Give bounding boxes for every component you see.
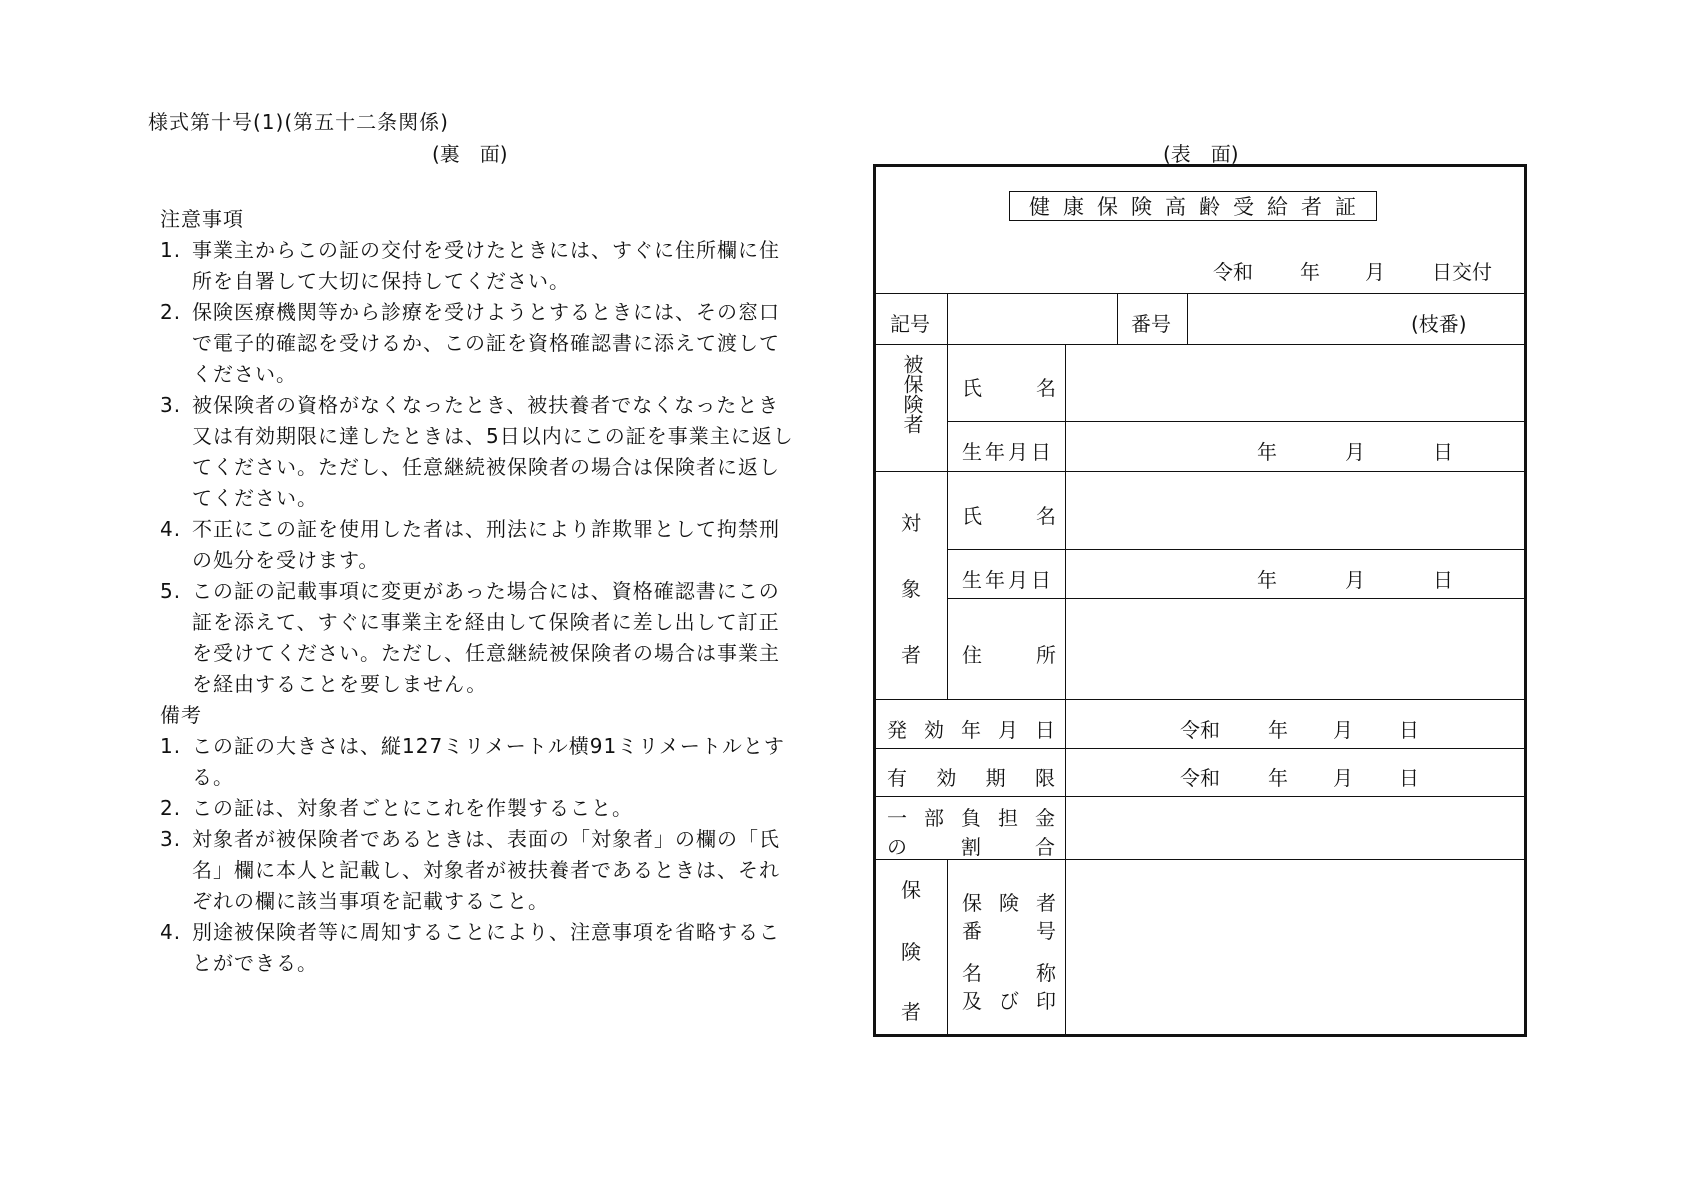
remarks-list: [160, 731, 800, 979]
item-number: 4.: [160, 517, 182, 541]
notes-section: [160, 204, 800, 979]
item-text: 保険医療機関等から診療を受けようとするときには、その窓口で電子的確認を受けるか、この証を資格確認書に添えて渡してください。: [192, 300, 780, 386]
subject-name-label: 氏 名: [962, 504, 1056, 528]
rule: [1187, 293, 1188, 344]
card-title: 健康保険高齢受給者証: [1009, 191, 1377, 221]
branch-number-label: (枝番): [1411, 312, 1467, 336]
rule: [1065, 344, 1066, 1037]
list-item: [160, 514, 800, 576]
rule: [947, 421, 1527, 422]
back-side-label: (裏 面): [432, 142, 508, 166]
list-item: [160, 793, 800, 824]
issue-month-unit: 月: [1365, 260, 1385, 284]
effective-month: 月: [1333, 718, 1353, 742]
insurer-label-1: 保: [901, 878, 921, 902]
insured-dob-month: 月: [1345, 440, 1365, 464]
expiry-month: 月: [1333, 766, 1353, 790]
subject-label-1: 対: [901, 511, 921, 535]
rule: [873, 293, 1527, 294]
item-number: 3.: [160, 827, 182, 851]
item-text: この証は、対象者ごとにこれを作製すること。: [192, 796, 633, 820]
rule: [1117, 293, 1118, 344]
item-number: 1.: [160, 238, 182, 262]
insurer-number-label-2: 番 号: [962, 919, 1056, 943]
number-label: 番号: [1131, 312, 1171, 336]
list-item: [160, 297, 800, 390]
notes-heading: 注意事項: [160, 207, 244, 231]
subject-label-3: 者: [901, 643, 921, 667]
insured-name-label: 氏 名: [962, 376, 1056, 400]
address-label: 住 所: [962, 643, 1056, 667]
rule: [947, 598, 1527, 599]
rule: [873, 699, 1527, 700]
rule: [873, 748, 1527, 749]
item-number: 2.: [160, 796, 182, 820]
issue-day-unit: 日交付: [1432, 260, 1492, 284]
list-item: [160, 390, 800, 514]
expiry-label: 有 効 期 限: [887, 766, 1055, 790]
effective-day: 日: [1399, 718, 1419, 742]
item-number: 4.: [160, 920, 182, 944]
subject-dob-month: 月: [1345, 568, 1365, 592]
expiry-era: 令和: [1180, 766, 1220, 790]
insured-dob-day: 日: [1433, 440, 1453, 464]
insurer-label-3: 者: [901, 1000, 921, 1024]
rule: [873, 344, 1527, 345]
item-number: 1.: [160, 734, 182, 758]
effective-date-label: 発 効 年 月 日: [887, 718, 1055, 742]
insurer-name-label-2: 及 び 印: [962, 989, 1056, 1013]
item-number: 3.: [160, 393, 182, 417]
item-text: 不正にこの証を使用した者は、刑法により詐欺罪として拘禁刑の処分を受けます。: [192, 517, 780, 572]
item-number: 5.: [160, 579, 182, 603]
rule: [947, 859, 948, 1037]
rule: [947, 344, 948, 699]
rule: [947, 549, 1527, 550]
copay-label-line2: の 割 合: [887, 835, 1055, 859]
item-text: 対象者が被保険者であるときは、表面の「対象者」の欄の「氏名」欄に本人と記載し、対象者が被扶養者であるときは、それぞれの欄に該当事項を記載すること。: [192, 827, 780, 913]
expiry-year: 年: [1268, 766, 1288, 790]
list-item: [160, 235, 800, 297]
insured-person-label: 被保険者: [900, 354, 924, 434]
subject-label-2: 象: [901, 577, 921, 601]
remarks-heading: 備考: [160, 703, 202, 727]
subject-dob-day: 日: [1433, 568, 1453, 592]
item-text: 別途被保険者等に周知することにより、注意事項を省略することができる。: [192, 920, 780, 975]
symbol-label: 記号: [890, 312, 930, 336]
insurer-label-2: 険: [901, 940, 921, 964]
rule: [947, 293, 948, 344]
effective-year: 年: [1268, 718, 1288, 742]
issue-year-unit: 年: [1300, 260, 1320, 284]
item-text: この証の記載事項に変更があった場合には、資格確認書にこの証を添えて、すぐに事業主を経由して保険者に差し出して訂正を受けてください。ただし、任意継続被保険者の場合は事業主を経由することを要しません。: [192, 579, 780, 696]
list-item: [160, 731, 800, 793]
rule: [873, 471, 1527, 472]
subject-dob-label: 生年月日: [962, 568, 1054, 592]
item-text: 被保険者の資格がなくなったとき、被扶養者でなくなったとき又は有効期限に達したときは、5日以内にこの証を事業主に返してください。ただし、任意継続被保険者の場合は保険者に返してください。: [192, 393, 794, 510]
insurer-number-label-1: 保 険 者: [962, 891, 1056, 915]
issue-era: 令和: [1213, 260, 1253, 284]
rule: [873, 796, 1527, 797]
expiry-day: 日: [1399, 766, 1419, 790]
form-title: 様式第十号(1)(第五十二条関係): [148, 110, 449, 134]
list-item: [160, 824, 800, 917]
effective-era: 令和: [1180, 718, 1220, 742]
item-text: この証の大きさは、縦127ミリメートル横91ミリメートルとする。: [192, 734, 785, 789]
front-side-label: (表 面): [1163, 142, 1239, 166]
insured-dob-year: 年: [1257, 440, 1277, 464]
subject-dob-year: 年: [1257, 568, 1277, 592]
item-number: 2.: [160, 300, 182, 324]
list-item: [160, 917, 800, 979]
list-item: [160, 576, 800, 700]
copay-label-line1: 一 部 負 担 金: [887, 806, 1055, 830]
notes-list: [160, 235, 800, 700]
insured-dob-label: 生年月日: [962, 440, 1054, 464]
item-text: 事業主からこの証の交付を受けたときには、すぐに住所欄に住所を自署して大切に保持してください。: [192, 238, 780, 293]
insurer-name-label-1: 名 称: [962, 961, 1056, 985]
